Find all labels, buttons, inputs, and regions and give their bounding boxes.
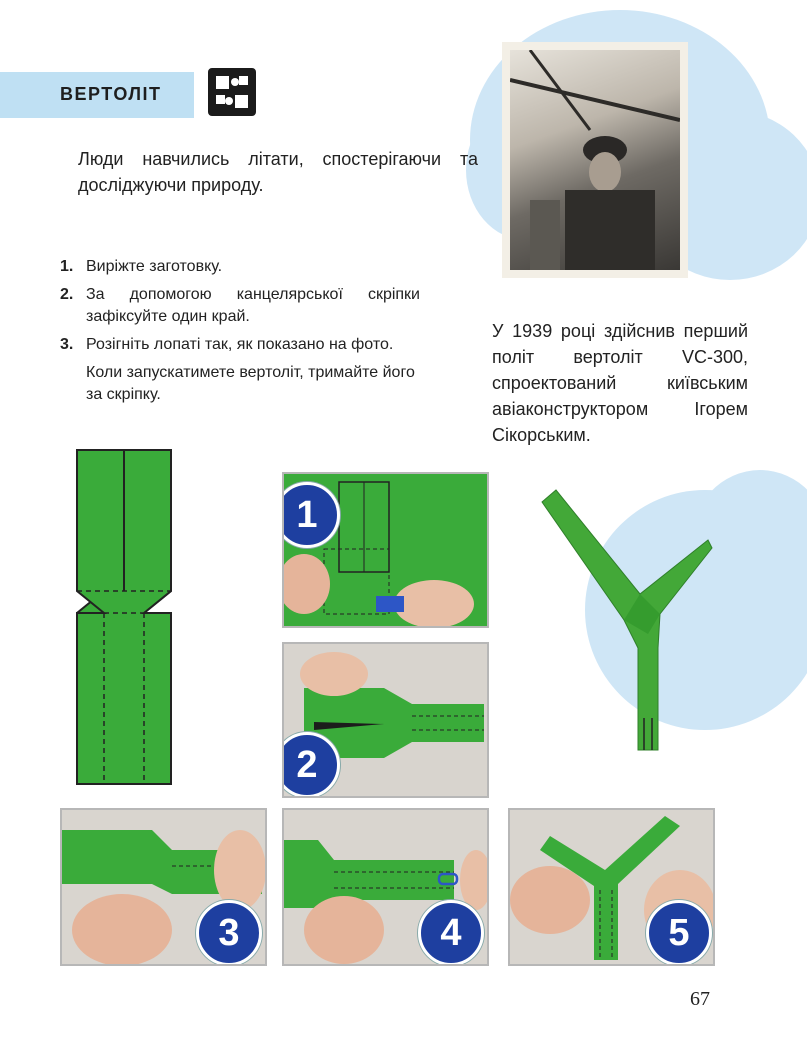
step-badge: 4 xyxy=(418,900,484,966)
step-photo-2 xyxy=(282,642,489,798)
step-number: 3. xyxy=(60,336,74,353)
step-badge: 3 xyxy=(196,900,262,966)
photo-image xyxy=(510,50,680,270)
sikorsky-photo xyxy=(502,42,688,278)
intro-text: Люди навчились літати, спостерігаючи та досліджуючи природу. xyxy=(78,149,478,195)
photo-caption: У 1939 році здійснив перший політ вертоліт VC-300, спроектований київським авіаконструктором Ігорем Сікорським. xyxy=(492,321,748,445)
step-item xyxy=(60,334,420,356)
step-badge: 1 xyxy=(282,482,340,548)
step-text: Виріжте заготовку. xyxy=(86,258,223,275)
step-number: 1. xyxy=(60,258,74,275)
puzzle-icon xyxy=(208,68,256,116)
step-item xyxy=(60,256,420,278)
page-title: ВЕРТОЛІТ xyxy=(60,84,162,104)
step-number: 2. xyxy=(60,286,74,303)
launch-note: Коли запускатимете вертоліт, тримайте його за скріпку. xyxy=(86,364,415,403)
step-photo-4 xyxy=(282,808,489,966)
step-photo-3 xyxy=(60,808,267,966)
step-badge: 2 xyxy=(282,732,340,798)
step-text: Розігніть лопаті так, як показано на фото. xyxy=(86,336,394,353)
step-photo-1 xyxy=(282,472,489,628)
step-text: За допомогою канцелярської скріпки зафіксуйте один край. xyxy=(86,286,420,325)
step-item xyxy=(60,284,420,328)
finished-helicopter xyxy=(540,488,720,758)
steps-list xyxy=(60,256,420,406)
step-photo-5 xyxy=(508,808,715,966)
page-number: 67 xyxy=(690,988,710,1010)
step-badge: 5 xyxy=(646,900,712,966)
helicopter-template xyxy=(76,449,172,785)
